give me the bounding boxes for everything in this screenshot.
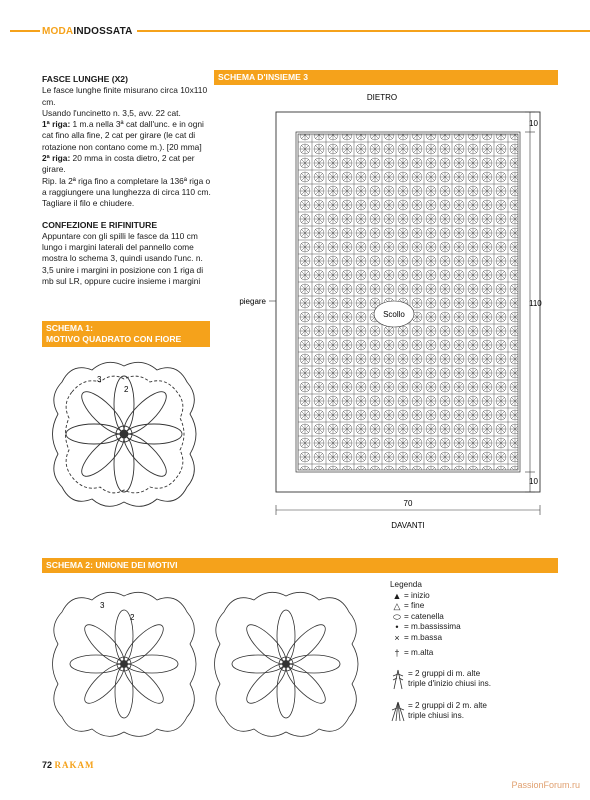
section-name-b: INDOSSATA: [73, 26, 133, 37]
triple-cluster-icon: [390, 668, 406, 690]
legend-cluster-2: [390, 700, 580, 722]
row1-label: 1ª riga:: [42, 119, 71, 130]
row2-text: 20 mma in costa dietro, 2 cat per girare.: [42, 153, 195, 175]
schema1-title-line2: MOTIVO QUADRATO CON FIORE: [46, 334, 182, 344]
legend-item: [390, 591, 580, 602]
legend-item: [390, 601, 580, 612]
cluster1-text-b: triple d'inizio chiusi ins.: [408, 679, 492, 689]
schema3-title: SCHEMA D'INSIEME 3: [214, 70, 558, 85]
end-triangle-icon: △: [393, 601, 401, 612]
legend-item: [390, 622, 580, 633]
label-dietro: DIETRO: [366, 93, 398, 102]
paragraph-row2: [42, 153, 212, 176]
watermark: PassionForum.ru: [511, 780, 580, 790]
single-crochet-x-icon: ×: [394, 632, 400, 643]
schema1-title: [42, 321, 210, 347]
schema2-join-diagram: [42, 582, 372, 747]
legend-item-text: = fine: [404, 601, 425, 611]
cluster2-text-b: triple chiusi ins.: [408, 711, 464, 721]
legend-item-text: = m.bassissima: [404, 622, 461, 632]
legend-cluster-1: [390, 668, 580, 690]
page-number: 72: [42, 760, 53, 770]
paragraph-assembly: Appuntare con gli spilli le fasce da 110 cm lungo i margini laterali del pannello come mostra lo schema 3, quindi usando l'unc. n. 3,5 unire i margini in posizione con 1 riga di mb sul LR, oppure cucire insieme i margini: [42, 230, 204, 287]
legend: [390, 580, 580, 722]
legend-item: [390, 648, 580, 659]
legend-item: [390, 612, 580, 623]
magazine-brand: RAKAM: [54, 760, 95, 770]
heading-confezione: CONFEZIONE E RIFINITURE: [42, 219, 158, 230]
legend-item: [390, 633, 580, 644]
legend-title: Legenda: [390, 580, 422, 589]
legend-item-text: = m.alta: [404, 647, 434, 657]
cluster1-text-a: = 2 gruppi di m. alte: [408, 668, 481, 678]
schema1-label-2: 2: [124, 385, 129, 394]
dim-side: 110: [529, 299, 542, 308]
label-piegare: piegare: [239, 297, 266, 306]
schema1-title-line1: SCHEMA 1:: [46, 323, 93, 333]
schema2-label-3: 3: [100, 601, 105, 610]
label-scollo: Scollo: [383, 310, 405, 319]
heading-fasce: FASCE LUNGHE (X2): [42, 74, 128, 84]
dim-top: 10: [529, 119, 538, 128]
paragraph-size: Le fasce lunghe finite misurano circa 10x110 cm.: [42, 85, 208, 107]
section-name-a: MODA: [42, 26, 74, 37]
double-crochet-icon: †: [394, 647, 400, 658]
chain-oval-icon: ⬭: [393, 611, 401, 622]
start-triangle-icon: ▲: [392, 590, 402, 601]
legend-item-text: = inizio: [404, 590, 430, 600]
schema1-motif-diagram: [42, 352, 207, 517]
dim-bottom-right: 10: [529, 477, 538, 486]
section-header: [40, 24, 137, 40]
cluster2-text-a: = 2 gruppi di 2 m. alte: [408, 700, 487, 710]
paragraph-repeat: Rip. la 2ª riga fino a completare la 136ª riga o a raggiungere una lunghezza di circa 110 cm. Tagliare il filo e chiudere.: [42, 175, 211, 209]
label-davanti: DAVANTI: [391, 521, 425, 530]
page-footer: [42, 760, 95, 770]
paragraph-start: Usando l'uncinetto n. 3,5, avv. 22 cat.: [42, 107, 181, 118]
slip-stitch-dot-icon: •: [395, 622, 399, 633]
dim-width: 70: [403, 499, 413, 508]
paragraph-row1: [42, 119, 212, 153]
legend-item-text: = catenella: [404, 611, 444, 621]
row1-text: 1 m.a nella 3ª cat dall'unc. e in ogni cat fino alla fine, 2 cat per girare (le cat di rotazione non contano come m.). [20 mma]: [42, 119, 204, 152]
instructions-column: [42, 74, 212, 287]
schema1-label-3: 3: [97, 375, 102, 384]
schema2-label-2: 2: [130, 613, 135, 622]
legend-item-text: = m.bassa: [404, 632, 442, 642]
row2-label: 2ª riga:: [42, 153, 71, 164]
schema2-title: SCHEMA 2: UNIONE DEI MOTIVI: [42, 558, 558, 573]
schema3-assembly-diagram: [214, 86, 550, 536]
double-cluster-icon: [390, 700, 406, 722]
